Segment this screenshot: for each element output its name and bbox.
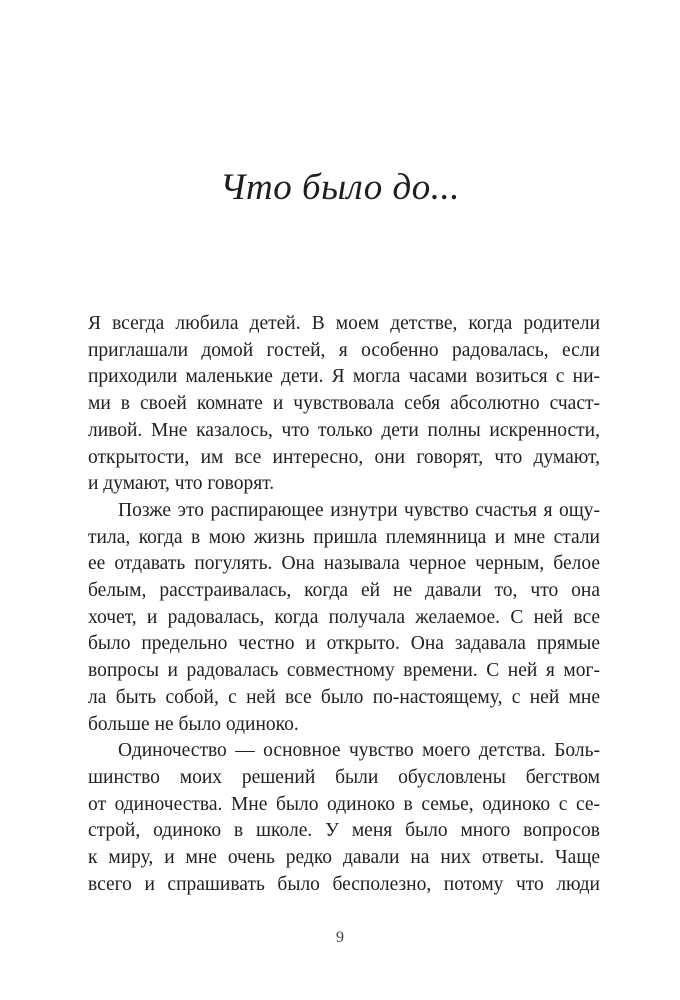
- text-line: ее отдавать погулять. Она называла черное черным, белое: [88, 553, 600, 575]
- chapter-title: Что было до...: [220, 167, 460, 208]
- text-line: больше не было одиноко.: [88, 713, 299, 735]
- text-line: приходили маленькие дети. Я могла часами возиться с ни-: [88, 366, 600, 388]
- text-line: и думают, что говорят.: [88, 473, 275, 495]
- text-line: хочет, и радовалась, когда получала желаемое. С ней все: [88, 606, 600, 628]
- text-line: всего и спрашивать было бесполезно, потому что люди: [88, 873, 600, 895]
- text-line: к миру, и мне очень редко давали на них ответы. Чаще: [88, 847, 600, 869]
- text-line: тила, когда в мою жизнь пришла племянница и мне стали: [88, 526, 600, 548]
- text-line: приглашали домой гостей, я особенно радовалась, если: [88, 339, 600, 361]
- paragraph: [88, 498, 600, 738]
- text-line: шинство моих решений были обусловлены бегством: [88, 766, 600, 788]
- text-line: вопросы и радовалась совместному времени. С ней я мог-: [88, 660, 600, 682]
- text-line: Я всегда любила детей. В моем детстве, когда родители: [88, 313, 600, 334]
- body-text: [88, 311, 600, 898]
- text-line: строй, одиноко в школе. У меня было много вопросов: [88, 820, 600, 842]
- text-line: Позже это распирающее изнутри чувство счастья я ощу-: [118, 499, 600, 521]
- paragraph: [88, 738, 600, 898]
- text-line: белым, расстраивалась, когда ей не давали то, что она: [88, 580, 600, 602]
- text-line: от одиночества. Мне было одиноко в семье, одиноко с се-: [88, 793, 600, 815]
- text-line: ла быть собой, с ней все было по-настоящему, с ней мне: [88, 686, 600, 708]
- text-line: Одиночество — основное чувство моего детства. Боль-: [118, 740, 600, 762]
- text-line: ливой. Мне казалось, что только дети полны искренности,: [88, 419, 600, 441]
- text-line: ми в своей комнате и чувствовала себя абсолютно счаст-: [88, 393, 600, 415]
- paragraph: [88, 311, 600, 498]
- text-line: было предельно честно и открыто. Она задавала прямые: [88, 633, 600, 655]
- page-number: 9: [336, 929, 344, 946]
- text-line: открытости, им все интересно, они говорят, что думают,: [88, 446, 600, 468]
